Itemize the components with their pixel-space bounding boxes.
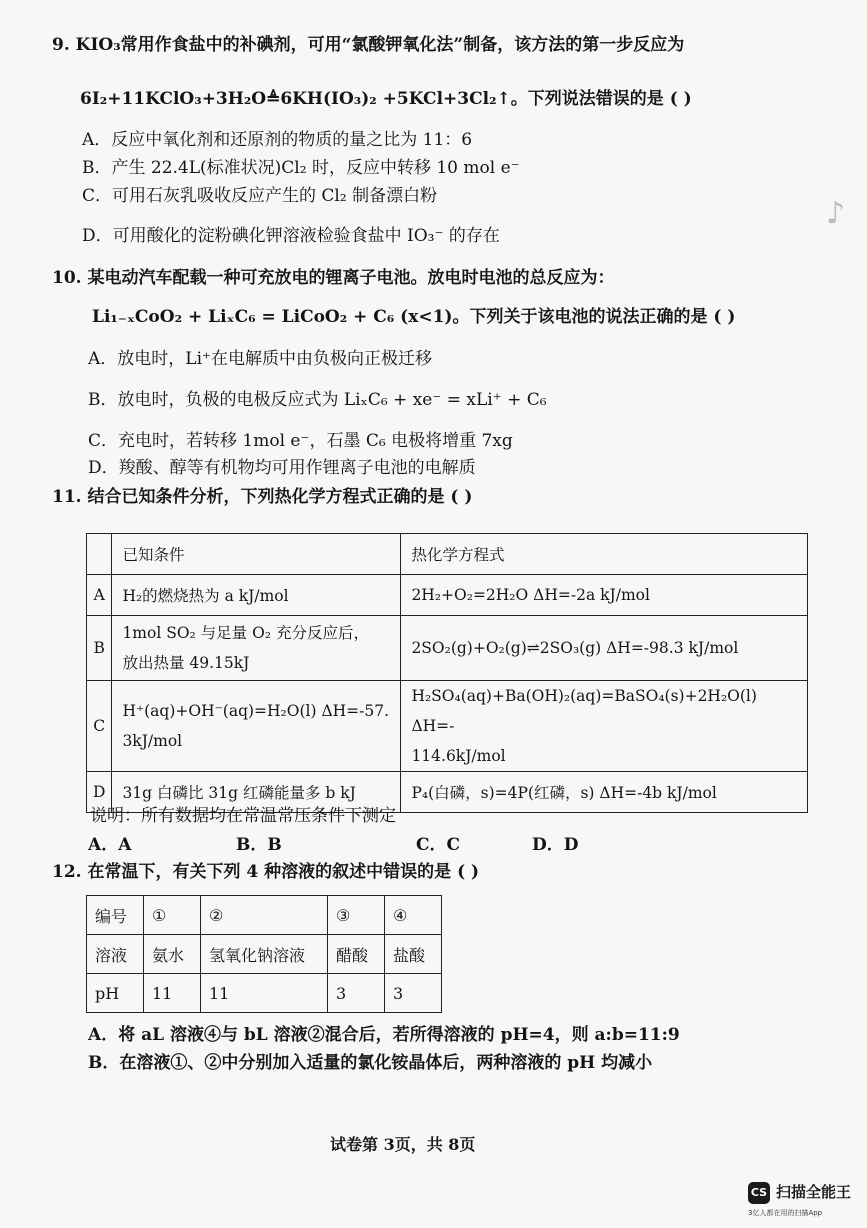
table-row xyxy=(87,974,442,1013)
q11-note: 说明：所有数据均在常温常压条件下测定 xyxy=(90,806,396,826)
condition-cell: 31g 白磷比 31g 红磷能量多 b kJ xyxy=(112,772,401,813)
table-cell: 醋酸 xyxy=(328,935,385,974)
condition-cell: H₂的燃烧热为 a kJ/mol xyxy=(112,575,401,616)
q9-equation: 6I₂+11KClO₃+3H₂O≜6KH(IO₃)₂ +5KCl+3Cl₂↑。下列说法错误的是 ( ) xyxy=(80,89,692,109)
table-row xyxy=(87,616,808,681)
table-cell: 11 xyxy=(201,974,328,1013)
q11-table xyxy=(86,533,808,813)
row-label: C xyxy=(87,681,112,772)
table-cell: 编号 xyxy=(87,896,144,935)
q10-option-b: B．放电时，负极的电极反应式为 LiₓC₆ + xe⁻ = xLi⁺ + C₆ xyxy=(88,390,547,410)
page-footer: 试卷第 3页，共 8页 xyxy=(330,1135,476,1154)
music-note-icon: ♪ xyxy=(826,196,846,231)
row-label: A xyxy=(87,575,112,616)
q10-option-a: A．放电时，Li⁺在电解质中由负极向正极迁移 xyxy=(88,349,432,369)
q10-option-d: D．羧酸、醇等有机物均可用作锂离子电池的电解质 xyxy=(88,458,476,478)
table-cell: 氢氧化钠溶液 xyxy=(201,935,328,974)
camscanner-watermark xyxy=(748,1178,858,1223)
table-cell: pH xyxy=(87,974,144,1013)
q11-option-b: B．B xyxy=(236,835,282,855)
table-header-row xyxy=(87,534,808,575)
q9-option-a: A．反应中氧化剂和还原剂的物质的量之比为 11：6 xyxy=(82,130,473,150)
table-cell: 3 xyxy=(385,974,442,1013)
table-cell: 氨水 xyxy=(144,935,201,974)
q10-equation: Li₁₋ₓCoO₂ + LiₓC₆ = LiCoO₂ + C₆ (x<1)。下列关于该电池的说法正确的是 ( ) xyxy=(92,307,736,327)
camscanner-tagline: 3亿人都在用的扫描App xyxy=(748,1209,823,1217)
table-header-cell xyxy=(87,534,112,575)
table-row xyxy=(87,575,808,616)
q12-stem: 12. 在常温下，有关下列 4 种溶液的叙述中错误的是 ( ) xyxy=(52,862,480,882)
table-header-cell: 热化学方程式 xyxy=(401,534,808,575)
table-cell: ② xyxy=(201,896,328,935)
q11-option-d: D．D xyxy=(532,835,579,855)
q9-option-c: C．可用石灰乳吸收反应产生的 Cl₂ 制备漂白粉 xyxy=(82,186,438,206)
camscanner-name: 扫描全能王 xyxy=(776,1183,852,1201)
table-cell: ④ xyxy=(385,896,442,935)
table-cell: 溶液 xyxy=(87,935,144,974)
q12-option-b: B．在溶液①、②中分别加入适量的氯化铵晶体后，两种溶液的 pH 均减小 xyxy=(88,1053,653,1073)
table-row xyxy=(87,681,808,772)
equation-cell: 2H₂+O₂=2H₂O ΔH=-2a kJ/mol xyxy=(401,575,808,616)
equation-cell: H₂SO₄(aq)+Ba(OH)₂(aq)=BaSO₄(s)+2H₂O(l) ΔH=- 114.6kJ/mol xyxy=(401,681,808,772)
equation-cell: P₄(白磷，s)=4P(红磷，s) ΔH=-4b kJ/mol xyxy=(401,772,808,813)
q12-option-a: A．将 aL 溶液④与 bL 溶液②混合后，若所得溶液的 pH=4，则 a:b=11:9 xyxy=(88,1025,680,1045)
table-cell: 11 xyxy=(144,974,201,1013)
q9-option-b: B．产生 22.4L(标准状况)Cl₂ 时，反应中转移 10 mol e⁻ xyxy=(82,158,520,178)
condition-cell: H⁺(aq)+OH⁻(aq)=H₂O(l) ΔH=-57. 3kJ/mol xyxy=(112,681,401,772)
q10-stem: 10. 某电动汽车配载一种可充放电的锂离子电池。放电时电池的总反应为： xyxy=(52,268,615,288)
q11-option-a: A．A xyxy=(88,835,132,855)
table-cell: ① xyxy=(144,896,201,935)
table-cell: 3 xyxy=(328,974,385,1013)
row-label: B xyxy=(87,616,112,681)
table-cell: ③ xyxy=(328,896,385,935)
q9-option-d: D．可用酸化的淀粉碘化钾溶液检验食盐中 IO₃⁻ 的存在 xyxy=(82,226,500,246)
equation-cell: 2SO₂(g)+O₂(g)⇌2SO₃(g) ΔH=-98.3 kJ/mol xyxy=(401,616,808,681)
row-label: D xyxy=(87,772,112,813)
camscanner-logo-icon: CS xyxy=(748,1182,770,1204)
q12-table xyxy=(86,895,442,1013)
table-row xyxy=(87,896,442,935)
q10-option-c: C．充电时，若转移 1mol e⁻，石墨 C₆ 电极将增重 7xg xyxy=(88,431,513,451)
table-cell: 盐酸 xyxy=(385,935,442,974)
table-row xyxy=(87,935,442,974)
condition-cell: 1mol SO₂ 与足量 O₂ 充分反应后， 放出热量 49.15kJ xyxy=(112,616,401,681)
q9-stem: 9. KIO₃常用作食盐中的补碘剂，可用“氯酸钾氧化法”制备，该方法的第一步反应为 xyxy=(52,35,685,55)
q11-option-c: C．C xyxy=(416,835,461,855)
table-header-cell: 已知条件 xyxy=(112,534,401,575)
q11-stem: 11. 结合已知条件分析，下列热化学方程式正确的是 ( ) xyxy=(52,487,473,507)
